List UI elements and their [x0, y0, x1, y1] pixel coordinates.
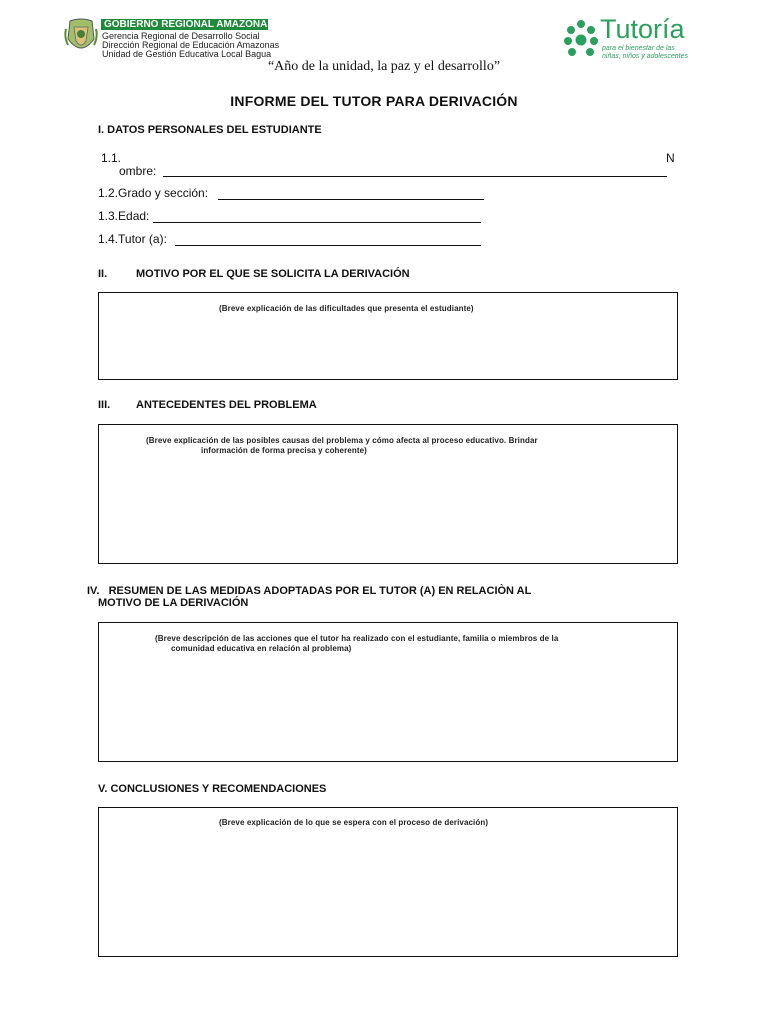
- field-grade-label: 1.2.Grado y sección:: [98, 186, 209, 200]
- tutoria-dots-logo-icon: [563, 18, 599, 60]
- field-age-label: 1.3.Edad:: [98, 209, 150, 223]
- section-5-hint: (Breve explicación de lo que se espera con el proceso de derivación): [219, 818, 489, 827]
- section-1-heading: I. DATOS PERSONALES DEL ESTUDIANTE: [98, 124, 322, 136]
- field-tutor-label: 1.4.Tutor (a):: [98, 232, 167, 246]
- tutor-input-line[interactable]: [175, 245, 481, 246]
- section-3-heading: [98, 399, 317, 411]
- section-5-heading: V. CONCLUSIONES Y RECOMENDACIONES: [98, 783, 327, 795]
- section-2-textbox[interactable]: [98, 292, 678, 380]
- section-2-number: II.: [98, 268, 108, 280]
- section-4-hint-line-1: (Breve descripción de las acciones que el tutor ha realizado con el estudiante, familia o miembros de la: [155, 634, 559, 643]
- tutoria-wordmark: Tutoría: [600, 14, 685, 44]
- gov-banner: GOBIERNO REGIONAL AMAZONAS: [101, 19, 268, 30]
- section-2-heading: [98, 268, 410, 280]
- age-input-line[interactable]: [153, 222, 481, 223]
- section-4-hint-line-2: comunidad educativa en relación al problema): [171, 644, 352, 653]
- grade-input-line[interactable]: [218, 199, 484, 200]
- field-name-label: ombre:: [119, 164, 157, 178]
- gov-line-1: Gerencia Regional de Desarrollo Social: [102, 31, 260, 41]
- section-2-title: MOTIVO POR EL QUE SE SOLICITA LA DERIVACIÓN: [136, 268, 410, 280]
- section-4-textbox[interactable]: [98, 622, 678, 762]
- regional-crest-icon: [64, 17, 98, 57]
- tutoria-tagline-2: niñas, niños y adolescentes: [602, 53, 688, 60]
- section-5-textbox[interactable]: [98, 807, 678, 957]
- section-3-hint-line-2: información de forma precisa y coherente): [201, 446, 367, 455]
- section-3-title: ANTECEDENTES DEL PROBLEMA: [136, 399, 317, 411]
- gov-line-3: Unidad de Gestión Educativa Local Bagua: [102, 49, 272, 59]
- field-name-letter: N: [666, 151, 675, 165]
- field-name-number: 1.1.: [101, 151, 122, 165]
- name-input-line[interactable]: [163, 176, 667, 177]
- section-4-heading-line-2: MOTIVO DE LA DERIVACIÓN: [98, 597, 249, 609]
- document-title: INFORME DEL TUTOR PARA DERIVACIÓN: [230, 93, 518, 109]
- year-motto: “Año de la unidad, la paz y el desarrollo”: [267, 59, 501, 74]
- tutoria-tagline-1: para el bienestar de las: [602, 45, 675, 52]
- section-3-textbox[interactable]: [98, 424, 678, 564]
- section-4-heading-line-1: IV. RESUMEN DE LAS MEDIDAS ADOPTADAS POR EL TUTOR (A) EN RELACIÒN AL: [87, 585, 532, 597]
- section-3-number: III.: [98, 399, 111, 411]
- section-2-hint: (Breve explicación de las dificultades que presenta el estudiante): [219, 304, 474, 313]
- section-3-hint-line-1: (Breve explicación de las posibles causas del problema y cómo afecta al proceso educativo. Brindar: [146, 436, 538, 445]
- gov-line-2: Dirección Regional de Educación Amazonas: [102, 40, 280, 50]
